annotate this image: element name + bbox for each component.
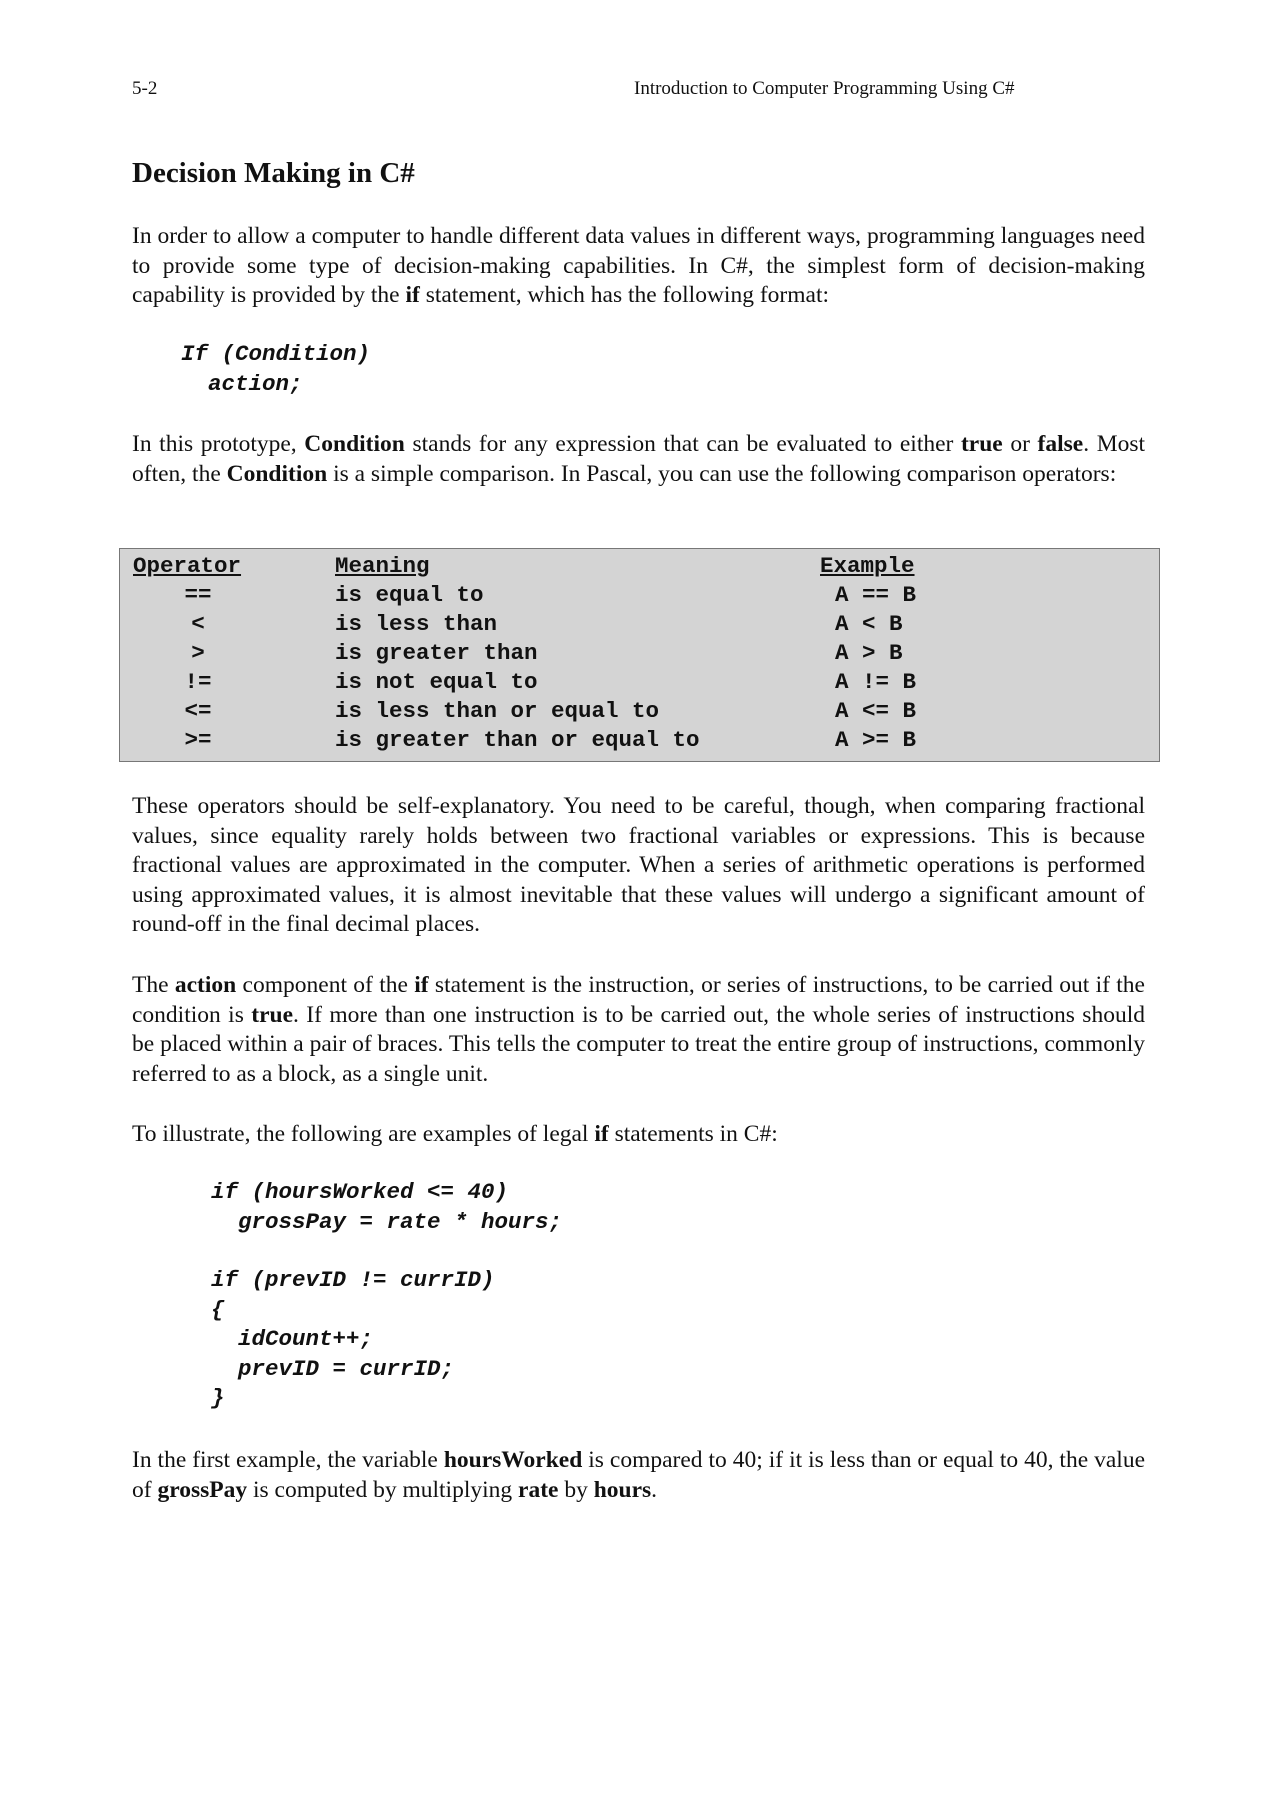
- page-number: 5-2: [132, 78, 158, 99]
- table-row: == is equal to A == B: [184, 582, 917, 608]
- book-title: Introduction to Computer Programming Using C#: [634, 78, 1015, 99]
- example-code-1: if (hoursWorked <= 40) grossPay = rate * hours;: [211, 1179, 563, 1235]
- example-code-2: if (prevID != currID) { idCount++; prevID = currID; }: [211, 1267, 495, 1411]
- header-operator: Operator: [133, 553, 242, 579]
- operator-table: [119, 548, 1160, 762]
- table-row: >= is greater than or equal to A >= B: [184, 727, 917, 753]
- table-row: <= is less than or equal to A <= B: [184, 698, 917, 724]
- illustrate-paragraph: To illustrate, the following are examples of legal if statements in C#:: [132, 1121, 778, 1147]
- operators-paragraph: These operators should be self-explanatory. You need to be careful, though, when comparing fractional values, since equality rarely holds between two fractional variables or expressions. This is because fractional values are approximated in the computer. When a series of arithmetic operations is performed using approximated values, it is almost inevitable that these values will undergo a significant amount of round-off in the final decimal places.: [132, 793, 1145, 937]
- table-row: < is less than A < B: [191, 611, 903, 637]
- section-title: Decision Making in C#: [132, 157, 415, 189]
- final-paragraph: In the first example, the variable hoursWorked is compared to 40; if it is less than or equal to 40, the value of grossPay is computed by multiplying rate by hours.: [132, 1447, 1145, 1503]
- table-row: != is not equal to A != B: [184, 669, 917, 695]
- action-paragraph: The action component of the if statement is the instruction, or series of instructions, to be carried out if the condition is true. If more than one instruction is to be carried out, the whole series of instructions should be placed within a pair of braces. This tells the computer to treat the entire group of instructions, commonly referred to as a block, as a single unit.: [132, 972, 1145, 1087]
- prototype-code: If (Condition) action;: [181, 341, 371, 397]
- intro-paragraph: In order to allow a computer to handle different data values in different ways, programming languages need to provide some type of decision-making capabilities. In C#, the simplest form of decision-making capability is provided by the if statement, which has the following format:: [132, 223, 1145, 308]
- table-row: > is greater than A > B: [191, 640, 903, 666]
- header-example: Example: [820, 553, 915, 579]
- table-header-row: [120, 552, 1159, 581]
- header-meaning: Meaning: [335, 553, 430, 579]
- condition-paragraph: In this prototype, Condition stands for any expression that can be evaluated to either true or false. Most often, the Condition is a simple comparison. In Pascal, you can use the following comparison operators:: [132, 431, 1146, 487]
